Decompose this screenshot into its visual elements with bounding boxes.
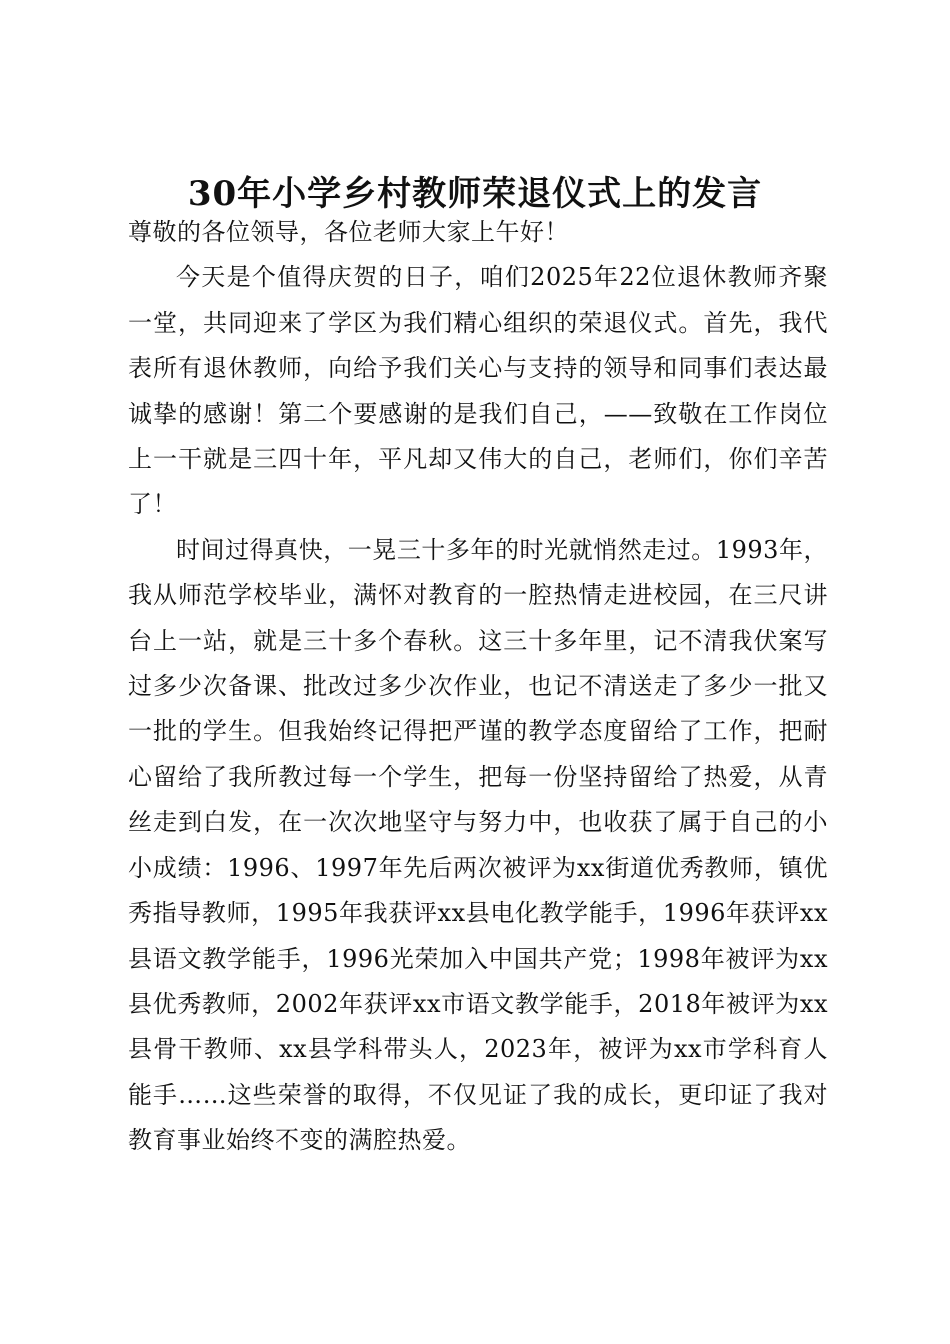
paragraph-2: 时间过得真快，一晃三十多年的时光就悄然走过。1993年，我从师范学校毕业，满怀对教育的一腔热情走进校园，在三尺讲台上一站，就是三十多个春秋。这三十多年里，记不清我伏案写过多少次备课、批改过多少次作业，也记不清送走了多少一批又一批的学生。但我始终记得把严谨的教学态度留给了工作，把耐心留给了我所教过每一个学生，把每一份坚持留给了热爱，从青丝走到白发，在一次次地坚守与努力中，也收获了属于自己的小小成绩：1996、1997年先后两次被评为xx街道优秀教师，镇优秀指导教师，1995年我获评xx县电化教学能手，1996年获评xx县语文教学能手，1996光荣加入中国共产党；1998年被评为xx县优秀教师，2002年获评xx市语文教学能手，2018年被评为xx县骨干教师、xx县学科带头人，2023年，被评为xx市学科育人能手……这些荣誉的取得，不仅见证了我的成长，更印证了我对教育事业始终不变的满腔热爱。 xyxy=(128,535,828,1155)
document-body xyxy=(128,210,828,1164)
document-title: 30年小学乡村教师荣退仪式上的发言 xyxy=(187,174,763,214)
paragraph-1: 今天是个值得庆贺的日子，咱们2025年22位退休教师齐聚一堂，共同迎来了学区为我们精心组织的荣退仪式。首先，我代表所有退休教师，向给予我们关心与支持的领导和同事们表达最诚挚的感谢！第二个要感谢的是我们自己，——致敬在工作岗位上一干就是三四十年，平凡却又伟大的自己，老师们，你们辛苦了！ xyxy=(128,263,828,519)
salutation: 尊敬的各位领导，各位老师大家上午好！ xyxy=(128,218,569,246)
